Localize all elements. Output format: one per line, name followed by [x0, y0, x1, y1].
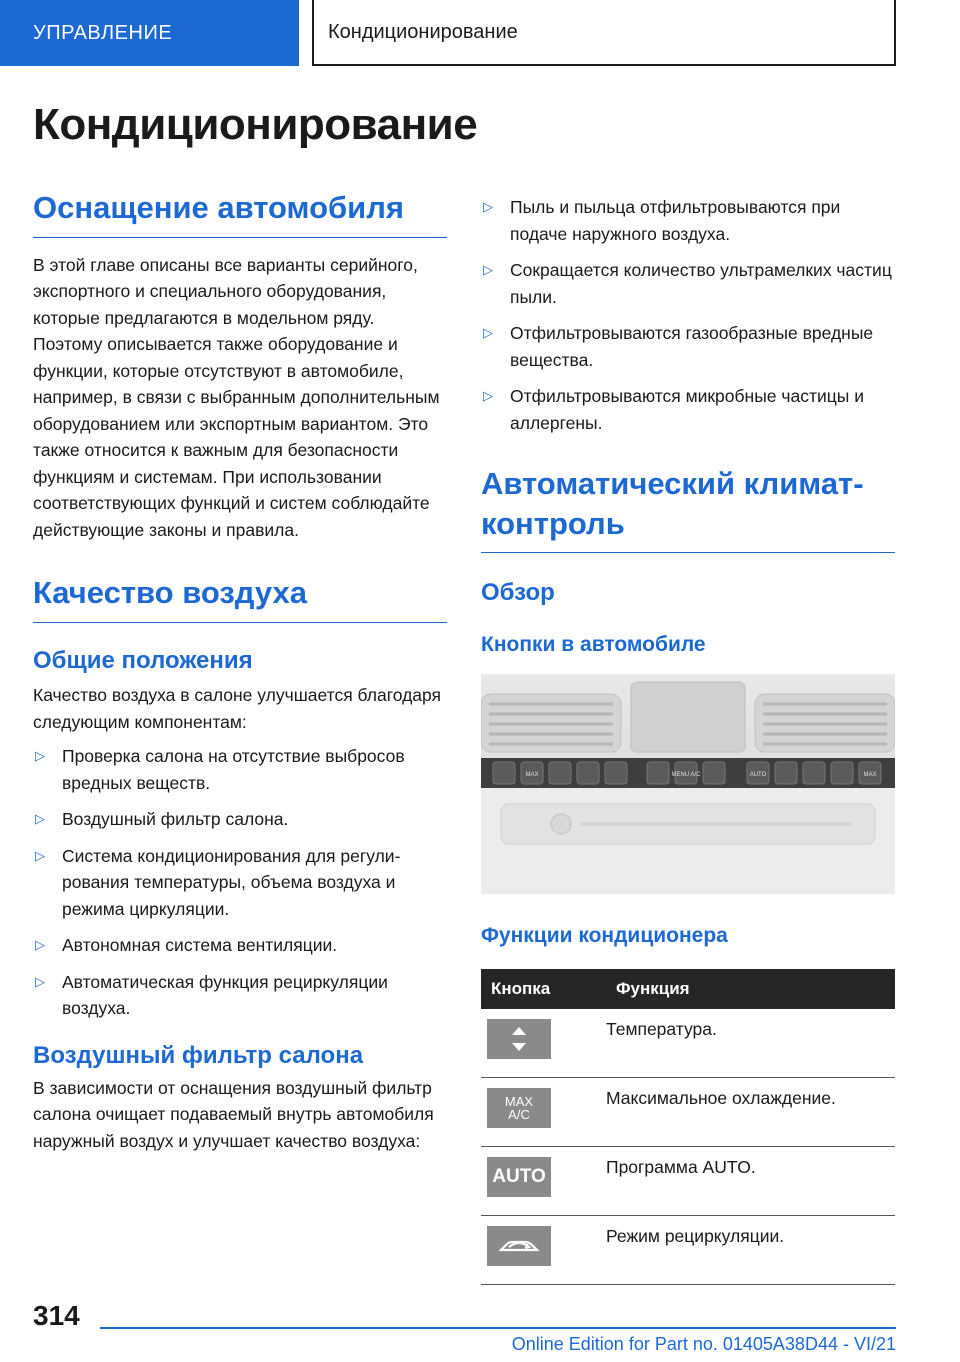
panel-max-label: MAX — [525, 771, 539, 778]
list-filter — [481, 194, 895, 436]
bullet-triangle-icon: ▷ — [35, 847, 45, 863]
list-item: ▷ Сокращается количество ультрамелких частиц пыли. — [481, 257, 895, 310]
bullet-triangle-icon: ▷ — [35, 973, 45, 989]
table-row — [481, 1009, 895, 1078]
max-ac-icon — [487, 1088, 551, 1128]
heading-air-quality: Качество воздуха — [33, 573, 447, 623]
list-general — [33, 743, 447, 1022]
heading-general: Общие положения — [33, 646, 253, 674]
paragraph-general: Качество воздуха в салоне улучшается благодаря следующим компонентам: — [33, 685, 442, 732]
panel-menu-label: MENU A/C — [671, 771, 701, 778]
bullet-triangle-icon: ▷ — [35, 937, 45, 953]
paragraph-equipment: В этой главе описаны все варианты серийного, экспортного и специального оборудования, которые предлагаются в модельном ряду. Поэтому описывается также оборудование и функции, которые отсутствуют в автомобиле, например, в связи с выбранным дополнительным оборудованием или экспортным вариантом. Это также относится к важным для безопасности функциям и системам. При использовании соответствующих функций и систем соблюдайте действующие законы и правила. — [33, 254, 440, 540]
table-row — [481, 1078, 895, 1147]
bullet-triangle-icon: ▷ — [35, 811, 45, 827]
recirculation-car-icon — [487, 1226, 551, 1266]
function-temperature: Температура. — [606, 1009, 895, 1078]
heading-auto-climate: Автоматический климат-контроль — [481, 464, 895, 553]
heading-cabin-filter: Воздушный фильтр салона — [33, 1041, 364, 1069]
function-max-cooling: Максимальное охлаждение. — [606, 1078, 895, 1147]
panel-max-label-right: MAX — [863, 771, 877, 778]
bullet-triangle-icon: ▷ — [483, 199, 493, 214]
heading-ac-functions: Функции кондиционера — [481, 923, 728, 947]
list-item: ▷ Система кондиционирования для регулирования температуры, объема воздуха и режима циркуляции. — [33, 843, 447, 923]
auto-icon-label: AUTO — [492, 1166, 546, 1188]
function-recirculation: Режим рециркуляции. — [606, 1216, 895, 1285]
bullet-triangle-icon: ▷ — [483, 325, 493, 340]
functions-table — [481, 969, 895, 1285]
heading-buttons-in-car: Кнопки в автомобиле — [481, 632, 706, 656]
right-column — [481, 188, 895, 1285]
climate-panel-illustration — [481, 674, 895, 894]
list-item: ▷ Отфильтровываются микробные частицы и аллергены. — [481, 383, 895, 436]
list-item: ▷ Воздушный фильтр салона. — [33, 806, 447, 833]
max-ac-icon-label: MAX A/C — [504, 1094, 534, 1123]
column-header-function: Функция — [606, 969, 895, 1009]
auto-icon — [487, 1157, 551, 1197]
left-column — [33, 188, 447, 1154]
page-title: Кондиционирование — [33, 100, 478, 149]
header-chapter-tab[interactable]: Кондиционирование — [312, 0, 896, 66]
paragraph-filter: В зависимости от оснащения воздушный фильтр салона очищает подаваемый внутрь автомобиля наружный воздух и улучшает качество воздуха: — [33, 1077, 434, 1151]
column-header-button: Кнопка — [481, 969, 606, 1009]
bullet-triangle-icon: ▷ — [35, 748, 45, 764]
heading-equipment: Оснащение автомобиля — [33, 188, 447, 238]
function-auto-program: Программа AUTO. — [606, 1147, 895, 1216]
bullet-triangle-icon: ▷ — [483, 262, 493, 277]
table-row — [481, 1147, 895, 1216]
bullet-triangle-icon: ▷ — [483, 388, 493, 403]
panel-auto-label: AUTO — [749, 771, 767, 778]
list-item: ▷ Отфильтровываются газообразные вредные вещества. — [481, 320, 895, 373]
footer-edition: Online Edition for Part no. 01405A38D44 - VI/21 — [511, 1334, 896, 1354]
footer-divider — [100, 1327, 896, 1329]
list-item: ▷ Автономная система вентиляции. — [33, 932, 447, 959]
temperature-arrows-icon — [487, 1019, 551, 1059]
header-section-tab[interactable]: УПРАВЛЕНИЕ — [0, 0, 299, 66]
heading-overview: Обзор — [481, 579, 555, 607]
list-item: ▷ Пыль и пыльца отфильтровываются при подаче наружного воздуха. — [481, 194, 895, 247]
list-item: ▷ Автоматическая функция рециркуляции воздуха. — [33, 969, 447, 1022]
page-number: 314 — [33, 1300, 80, 1331]
list-item: ▷ Проверка салона на отсутствие выбросов вредных веществ. — [33, 743, 447, 796]
climate-panel-photo — [481, 674, 895, 894]
table-row — [481, 1216, 895, 1285]
